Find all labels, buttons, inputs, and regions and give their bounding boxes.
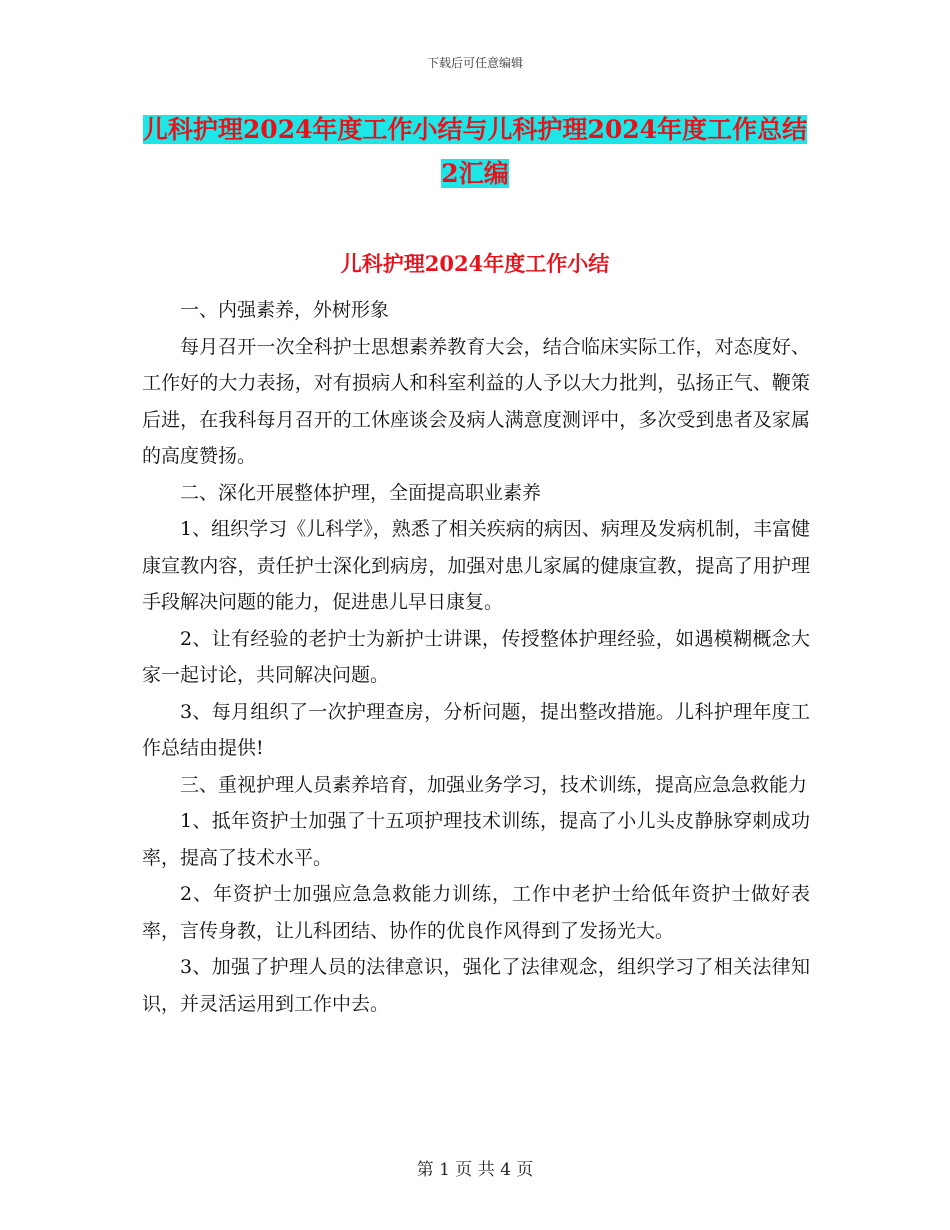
paragraph: 3、加强了护理人员的法律意识，强化了法律观念，组织学习了相关法律知识，并灵活运用到工作中去。 <box>142 956 810 1015</box>
header-note: 下载后可任意编辑 <box>426 56 523 70</box>
heading-3: 三、重视护理人员素养培育，加强业务学习，技术训练，提高应急急救能力 <box>180 773 808 796</box>
document-title-text: 儿科护理2024年度工作小结与儿科护理2024年度工作总结2汇编 <box>142 115 808 188</box>
paragraph: 1、抵年资护士加强了十五项护理技术训练，提高了小儿头皮静脉穿刺成功率，提高了技术水平。 <box>142 810 810 869</box>
section-title: 儿科护理2024年度工作小结 <box>340 251 610 276</box>
paragraph: 每月召开一次全科护士思想素养教育大会，结合临床实际工作，对态度好、工作好的大力表扬，对有损病人和科室利益的人予以大力批判，弘扬正气、鞭策后进，在我科每月召开的工休座谈会及病人满意度测评中，多次受到患者及家属的高度赞扬。 <box>142 335 810 467</box>
page-number: 第 1 页 共 4 页 <box>416 1160 534 1180</box>
document-body <box>142 292 810 1022</box>
paragraph: 2、年资护士加强应急急救能力训练，工作中老护士给低年资护士做好表率，言传身教，让儿科团结、协作的优良作风得到了发扬光大。 <box>142 883 810 942</box>
paragraph: 1、组织学习《儿科学》，熟悉了相关疾病的病因、病理及发病机制，丰富健康宣教内容，责任护士深化到病房，加强对患儿家属的健康宣教，提高了用护理手段解决问题的能力，促进患儿早日康复。 <box>142 518 810 613</box>
heading-2: 二、深化开展整体护理，全面提高职业素养 <box>180 481 542 504</box>
document-title <box>140 108 810 196</box>
paragraph: 3、每月组织了一次护理查房，分析问题，提出整改措施。儿科护理年度工作总结由提供! <box>142 700 810 759</box>
heading-1: 一、内强素养，外树形象 <box>180 299 390 321</box>
paragraph: 2、让有经验的老护士为新护士讲课，传授整体护理经验，如遇模糊概念大家一起讨论，共同解决问题。 <box>142 627 810 686</box>
